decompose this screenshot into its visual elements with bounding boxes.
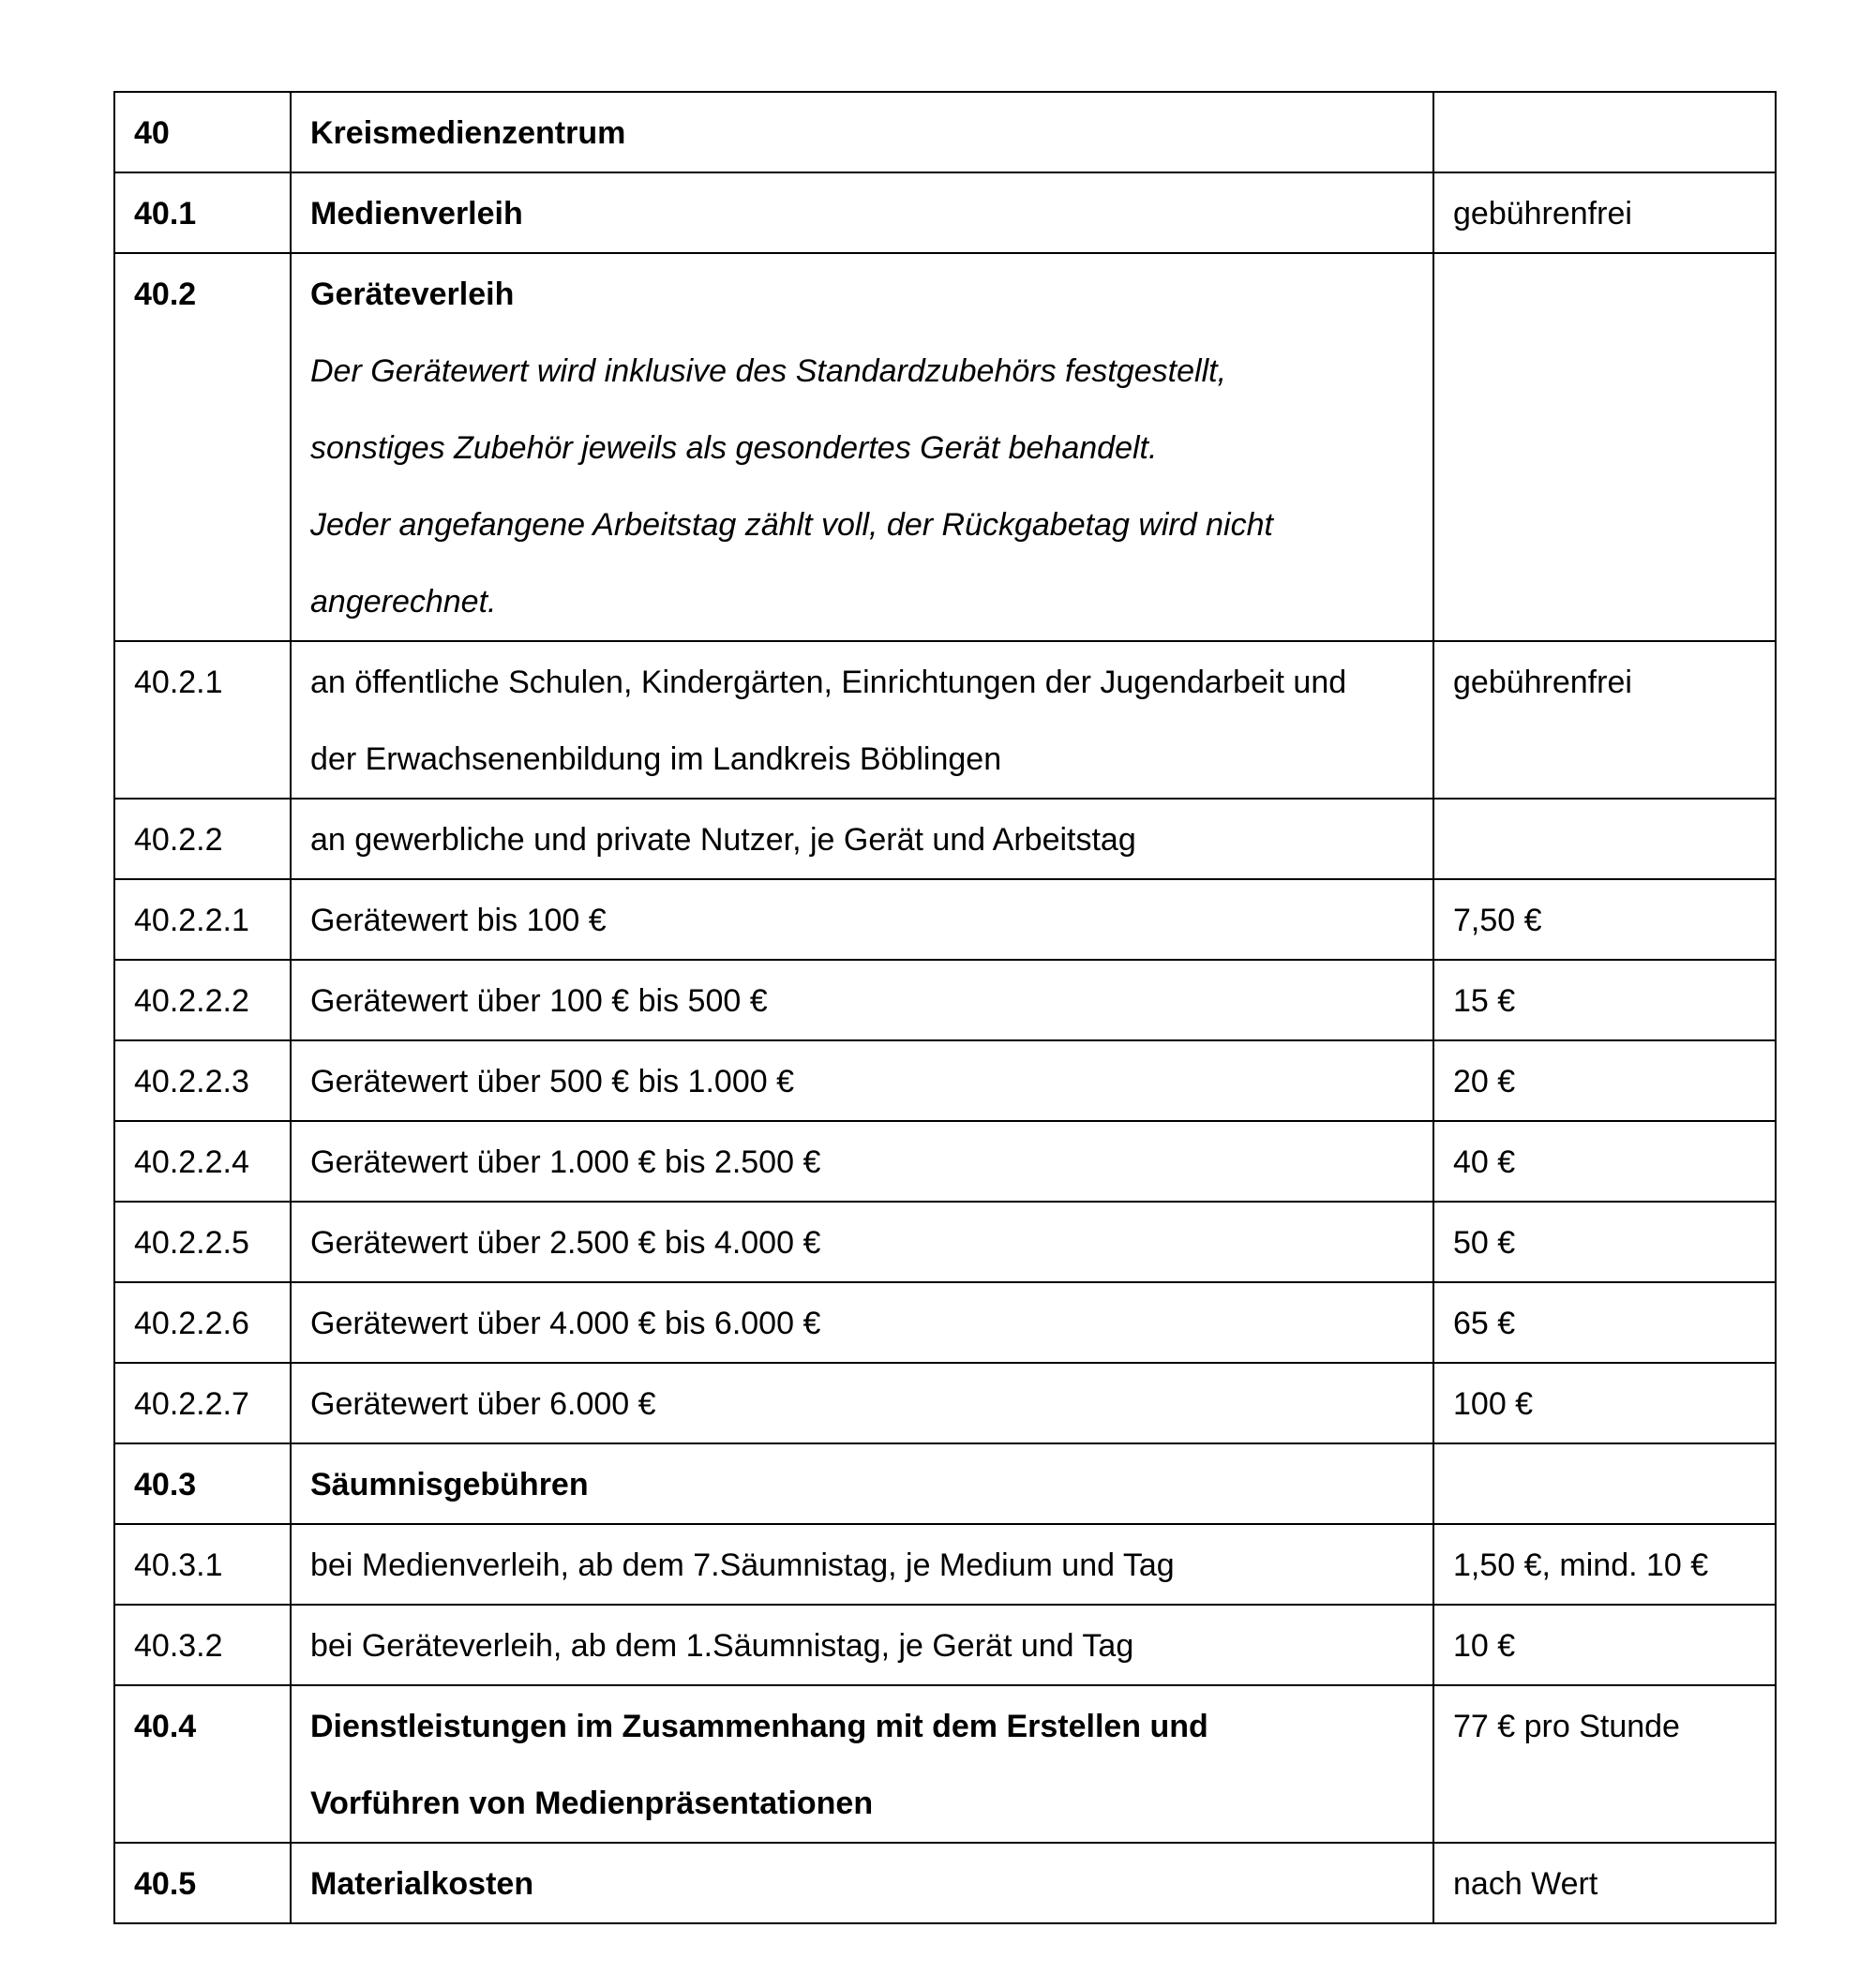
item-description-cell	[291, 1605, 1433, 1685]
item-number-cell	[114, 1040, 291, 1121]
item-fee: 20 €	[1453, 1064, 1516, 1099]
item-description-cell	[291, 1843, 1433, 1923]
item-fee-cell	[1433, 960, 1776, 1040]
item-description: bei Geräteverleih, ab dem 1.Säumnistag, je Gerät und Tag	[310, 1628, 1134, 1664]
item-description-cell	[291, 253, 1433, 641]
item-description: Vorführen von Medienpräsentationen	[310, 1786, 874, 1821]
item-number: 40.2.2.4	[134, 1144, 249, 1180]
item-fee-cell	[1433, 1843, 1776, 1923]
fee-table-body	[114, 92, 1776, 1923]
item-number: 40.3	[134, 1467, 197, 1502]
item-description-cell	[291, 1040, 1433, 1121]
item-description-cell	[291, 1524, 1433, 1605]
item-number: 40.2.2.1	[134, 903, 249, 938]
item-description-cell	[291, 1282, 1433, 1363]
item-fee: 50 €	[1453, 1225, 1516, 1261]
item-number-cell	[114, 960, 291, 1040]
item-number-cell	[114, 1121, 291, 1202]
item-note-line: Jeder angefangene Arbeitstag zählt voll, der Rückgabetag wird nicht	[310, 507, 1273, 543]
item-number-cell	[114, 1524, 291, 1605]
item-number: 40.1	[134, 196, 197, 232]
item-fee: nach Wert	[1453, 1866, 1598, 1902]
item-fee: gebührenfrei	[1453, 196, 1632, 232]
item-number-cell	[114, 1363, 291, 1443]
table-row	[114, 1443, 1776, 1524]
item-fee-cell	[1433, 92, 1776, 172]
table-row	[114, 1202, 1776, 1282]
table-row	[114, 1121, 1776, 1202]
item-fee: 7,50 €	[1453, 903, 1542, 938]
item-number: 40.2.2.2	[134, 983, 249, 1019]
item-description: Geräteverleih	[310, 277, 515, 312]
table-row	[114, 1524, 1776, 1605]
item-description: Kreismedienzentrum	[310, 115, 626, 151]
item-number: 40.2.2	[134, 822, 223, 858]
table-row	[114, 172, 1776, 253]
item-fee: 77 € pro Stunde	[1453, 1709, 1680, 1744]
item-description-cell	[291, 799, 1433, 879]
item-description: an gewerbliche und private Nutzer, je Gerät und Arbeitstag	[310, 822, 1136, 858]
item-fee-cell	[1433, 641, 1776, 799]
item-note-line: sonstiges Zubehör jeweils als gesondertes Gerät behandelt.	[310, 430, 1158, 466]
table-row	[114, 1282, 1776, 1363]
item-description: der Erwachsenenbildung im Landkreis Böblingen	[310, 741, 1002, 777]
item-fee: 15 €	[1453, 983, 1516, 1019]
item-fee-cell	[1433, 799, 1776, 879]
item-description-cell	[291, 1363, 1433, 1443]
item-description-cell	[291, 641, 1433, 799]
item-description: Gerätewert bis 100 €	[310, 903, 607, 938]
table-row	[114, 1685, 1776, 1843]
table-row	[114, 879, 1776, 960]
table-row	[114, 1040, 1776, 1121]
item-description: Medienverleih	[310, 196, 523, 232]
item-description: Gerätewert über 6.000 €	[310, 1386, 656, 1422]
item-number-cell	[114, 641, 291, 799]
item-fee	[1453, 95, 1756, 172]
item-note-line: angerechnet.	[310, 584, 497, 620]
item-number: 40.3.2	[134, 1628, 223, 1664]
table-row	[114, 1605, 1776, 1685]
item-number: 40.2.2.3	[134, 1064, 249, 1099]
item-fee: 1,50 €, mind. 10 €	[1453, 1547, 1709, 1583]
item-description-cell	[291, 1443, 1433, 1524]
item-description: bei Medienverleih, ab dem 7.Säumnistag, je Medium und Tag	[310, 1547, 1175, 1583]
item-description: Materialkosten	[310, 1866, 534, 1902]
item-number-cell	[114, 1843, 291, 1923]
item-note-line: Der Gerätewert wird inklusive des Standardzubehörs festgestellt,	[310, 353, 1227, 389]
item-fee: gebührenfrei	[1453, 665, 1632, 700]
item-fee-cell	[1433, 1685, 1776, 1843]
item-description: Säumnisgebühren	[310, 1467, 589, 1502]
item-description-cell	[291, 92, 1433, 172]
item-number-cell	[114, 1443, 291, 1524]
item-fee-cell	[1433, 879, 1776, 960]
item-number-cell	[114, 879, 291, 960]
item-fee-cell	[1433, 1040, 1776, 1121]
item-fee: 10 €	[1453, 1628, 1516, 1664]
item-fee: 65 €	[1453, 1306, 1516, 1341]
item-number-cell	[114, 1282, 291, 1363]
item-description: Gerätewert über 100 € bis 500 €	[310, 983, 768, 1019]
table-row	[114, 799, 1776, 879]
item-fee-cell	[1433, 253, 1776, 641]
item-fee-cell	[1433, 1121, 1776, 1202]
item-description-cell	[291, 1202, 1433, 1282]
item-fee	[1453, 256, 1756, 333]
item-number-cell	[114, 1605, 291, 1685]
item-description-cell	[291, 879, 1433, 960]
item-number-cell	[114, 1202, 291, 1282]
item-number: 40.4	[134, 1709, 197, 1744]
table-row	[114, 1363, 1776, 1443]
item-number: 40.2.2.7	[134, 1386, 249, 1422]
table-row	[114, 960, 1776, 1040]
item-fee	[1453, 1446, 1756, 1523]
item-description: Gerätewert über 4.000 € bis 6.000 €	[310, 1306, 821, 1341]
item-number-cell	[114, 799, 291, 879]
item-number: 40.2.2.5	[134, 1225, 249, 1261]
item-number: 40.2	[134, 277, 197, 312]
item-number-cell	[114, 172, 291, 253]
item-description-cell	[291, 1121, 1433, 1202]
item-fee-cell	[1433, 1605, 1776, 1685]
item-description: Gerätewert über 1.000 € bis 2.500 €	[310, 1144, 821, 1180]
item-fee-cell	[1433, 1443, 1776, 1524]
item-description: Dienstleistungen im Zusammenhang mit dem Erstellen und	[310, 1709, 1208, 1744]
table-row	[114, 1843, 1776, 1923]
item-number: 40	[134, 115, 170, 151]
table-row	[114, 641, 1776, 799]
item-description-cell	[291, 1685, 1433, 1843]
item-number-cell	[114, 92, 291, 172]
item-fee-cell	[1433, 1363, 1776, 1443]
item-number-cell	[114, 1685, 291, 1843]
item-fee: 40 €	[1453, 1144, 1516, 1180]
item-fee	[1453, 801, 1756, 878]
item-fee-cell	[1433, 1282, 1776, 1363]
table-row	[114, 92, 1776, 172]
item-number-cell	[114, 253, 291, 641]
item-fee-cell	[1433, 172, 1776, 253]
fee-table	[113, 91, 1777, 1924]
item-fee-cell	[1433, 1524, 1776, 1605]
item-description-cell	[291, 960, 1433, 1040]
item-description: an öffentliche Schulen, Kindergärten, Einrichtungen der Jugendarbeit und	[310, 665, 1347, 700]
item-number: 40.2.2.6	[134, 1306, 249, 1341]
item-description-cell	[291, 172, 1433, 253]
item-description: Gerätewert über 500 € bis 1.000 €	[310, 1064, 794, 1099]
item-number: 40.3.1	[134, 1547, 223, 1583]
item-number: 40.5	[134, 1866, 197, 1902]
item-fee-cell	[1433, 1202, 1776, 1282]
item-number: 40.2.1	[134, 665, 223, 700]
item-fee: 100 €	[1453, 1386, 1534, 1422]
item-description: Gerätewert über 2.500 € bis 4.000 €	[310, 1225, 821, 1261]
table-row	[114, 253, 1776, 641]
